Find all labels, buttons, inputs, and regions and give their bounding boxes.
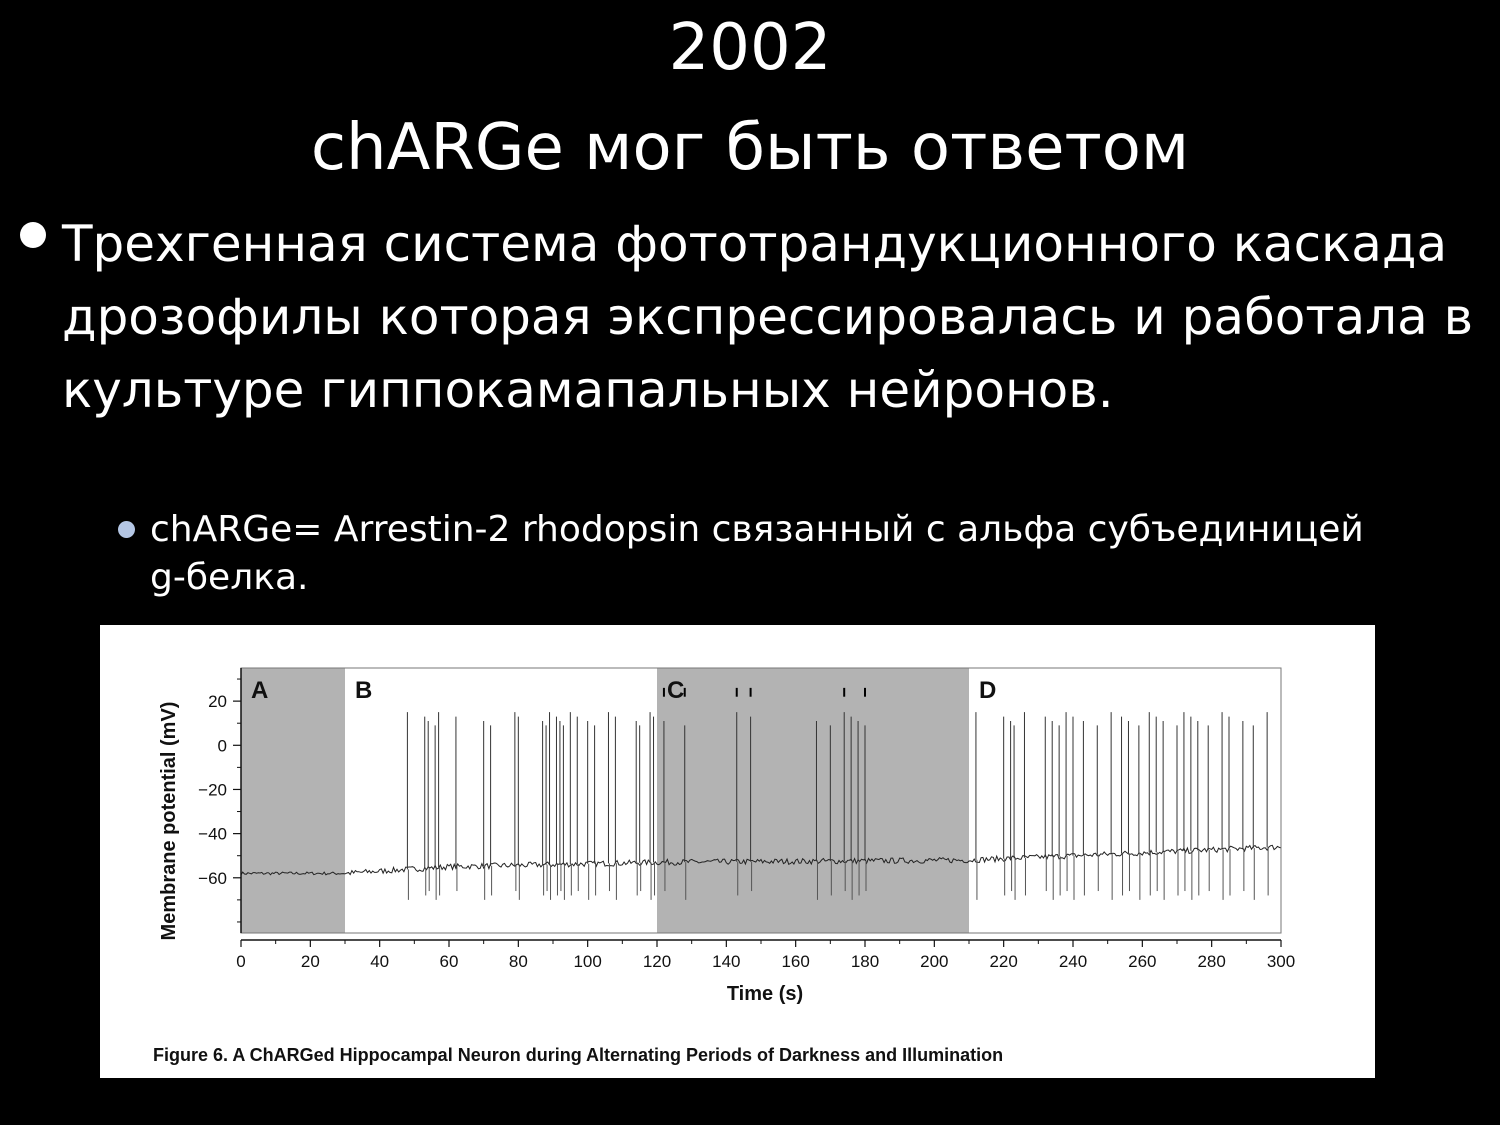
x-tick-label: 240 [1058, 952, 1088, 971]
y-axis-label: Membrane potential (mV) [158, 701, 180, 941]
region-label-c: C [667, 677, 685, 704]
y-tick-label: −40 [198, 824, 227, 844]
y-tick-label: −60 [198, 868, 227, 888]
x-tick-label: 260 [1128, 952, 1157, 971]
x-tick-label: 0 [236, 952, 246, 971]
x-tick-label: 20 [300, 952, 320, 971]
y-tick-label: 0 [217, 736, 227, 756]
x-tick-label: 280 [1197, 952, 1226, 971]
membrane-potential-chart [100, 625, 1375, 1078]
figure-caption: Figure 6. A ChARGed Hippocampal Neuron during Alternating Periods of Darkness and Illumination [153, 1045, 1004, 1065]
x-axis-label: Time (s) [726, 983, 804, 1005]
x-tick-label: 300 [1266, 952, 1296, 971]
x-tick-label: 160 [781, 952, 810, 971]
x-tick-label: 200 [920, 952, 949, 971]
sub-bullet-dot-icon [118, 521, 135, 538]
x-tick-label: 220 [989, 952, 1018, 971]
region-label-b: B [355, 677, 373, 704]
slide-year: 2002 [668, 11, 832, 85]
x-tick-label: 140 [712, 952, 741, 971]
region-shade-c [657, 668, 969, 933]
region-label-a: A [251, 677, 269, 704]
bullet-sub: chARGe= Arrestin-2 rhodopsin связанный с альфа субъединицей g-белка. [150, 509, 1364, 598]
x-tick-label: 100 [573, 952, 602, 971]
x-tick-label: 60 [439, 952, 459, 971]
slide-title: chARGe мог быть ответом [310, 111, 1190, 185]
bullet-dot-icon [20, 222, 46, 248]
x-tick-label: 40 [370, 952, 390, 971]
x-tick-label: 180 [850, 952, 880, 971]
y-tick-label: −20 [198, 780, 227, 800]
region-shade-a [241, 668, 345, 933]
x-tick-label: 120 [642, 952, 672, 971]
bullet-main: Трехгенная система фототрандукционного каскада дрозофилы которая экспрессировалась и работала в культуре гиппокамапальных нейронов. [62, 215, 1474, 419]
region-label-d: D [979, 677, 997, 704]
figure-panel [100, 625, 1375, 1078]
x-tick-label: 80 [508, 952, 528, 971]
y-tick-label: 20 [208, 692, 227, 712]
